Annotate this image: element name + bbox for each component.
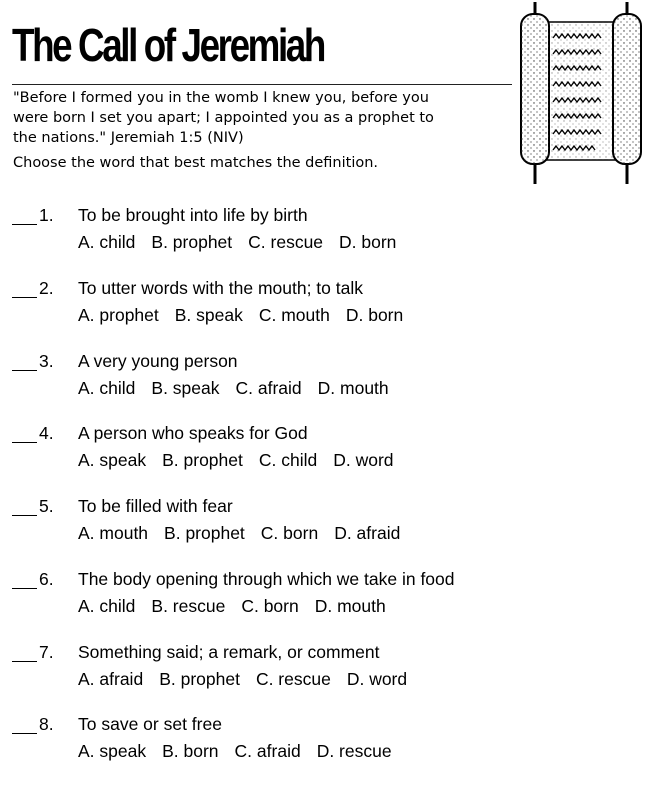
question-number: 7. (39, 642, 54, 662)
question-number: 5. (39, 496, 54, 516)
answer-options (78, 669, 423, 689)
answer-blank[interactable] (12, 370, 37, 371)
answer-blank[interactable] (12, 515, 37, 516)
torah-scroll-icon (515, 0, 645, 190)
question-2 (12, 278, 612, 338)
option-b: B. prophet (164, 523, 245, 543)
answer-blank[interactable] (12, 442, 37, 443)
answer-options (78, 741, 408, 761)
question-definition: The body opening through which we take in food (78, 569, 455, 589)
option-a: A. speak (78, 741, 147, 761)
question-definition: Something said; a remark, or comment (78, 642, 380, 662)
question-number: 6. (39, 569, 54, 589)
answer-options (78, 305, 419, 325)
question-definition: A person who speaks for God (78, 423, 308, 443)
answer-options (78, 523, 416, 543)
answer-blank[interactable] (12, 297, 37, 298)
option-b: B. born (162, 741, 219, 761)
question-number: 8. (39, 714, 54, 734)
option-c: C. born (260, 523, 319, 543)
question-3 (12, 351, 612, 411)
option-d: D. rescue (316, 741, 392, 761)
answer-options (78, 378, 405, 398)
option-a: A. mouth (78, 523, 149, 543)
answer-blank[interactable] (12, 224, 37, 225)
option-d: D. born (339, 232, 397, 252)
option-b: B. prophet (151, 232, 233, 252)
question-8 (12, 714, 612, 774)
answer-blank[interactable] (12, 588, 37, 589)
option-b: B. speak (151, 378, 220, 398)
answer-blank[interactable] (12, 661, 37, 662)
question-7 (12, 642, 612, 702)
option-c: C. child (258, 450, 318, 470)
option-c: C. mouth (258, 305, 330, 325)
option-a: A. child (78, 596, 136, 616)
option-c: C. rescue (255, 669, 331, 689)
option-d: D. afraid (334, 523, 401, 543)
option-d: D. word (333, 450, 394, 470)
option-a: A. child (78, 232, 136, 252)
answer-options (78, 596, 402, 616)
question-definition: To save or set free (78, 714, 222, 734)
option-c: C. born (241, 596, 299, 616)
worksheet-title: The Call of Jeremiah (12, 19, 324, 71)
answer-blank[interactable] (12, 733, 37, 734)
option-c: C. rescue (248, 232, 324, 252)
option-d: D. mouth (317, 378, 389, 398)
scripture-verse: "Before I formed you in the womb I knew you, before you were born I set you apart; I appointed you as a prophet to the nations." Jeremiah 1:5 (NIV) (13, 90, 434, 146)
question-5 (12, 496, 612, 556)
option-b: B. rescue (151, 596, 226, 616)
answer-options (78, 232, 412, 252)
option-c: C. afraid (234, 741, 301, 761)
question-definition: To be filled with fear (78, 496, 233, 516)
option-c: C. afraid (235, 378, 302, 398)
option-d: D. born (345, 305, 404, 325)
question-4 (12, 423, 612, 483)
question-definition: To be brought into life by birth (78, 205, 308, 225)
answer-options (78, 450, 410, 470)
option-a: A. speak (78, 450, 147, 470)
instructions: Choose the word that best matches the definition. (13, 155, 379, 171)
option-a: A. afraid (78, 669, 144, 689)
option-b: B. prophet (159, 669, 240, 689)
question-number: 4. (39, 423, 54, 443)
option-b: B. prophet (162, 450, 243, 470)
title-divider (12, 84, 512, 85)
question-definition: A very young person (78, 351, 238, 371)
option-a: A. prophet (78, 305, 159, 325)
option-b: B. speak (174, 305, 243, 325)
question-definition: To utter words with the mouth; to talk (78, 278, 363, 298)
question-number: 2. (39, 278, 54, 298)
question-1 (12, 205, 612, 265)
option-d: D. mouth (314, 596, 386, 616)
question-number: 3. (39, 351, 54, 371)
question-6 (12, 569, 612, 629)
option-d: D. word (346, 669, 408, 689)
question-number: 1. (39, 205, 54, 225)
option-a: A. child (78, 378, 136, 398)
